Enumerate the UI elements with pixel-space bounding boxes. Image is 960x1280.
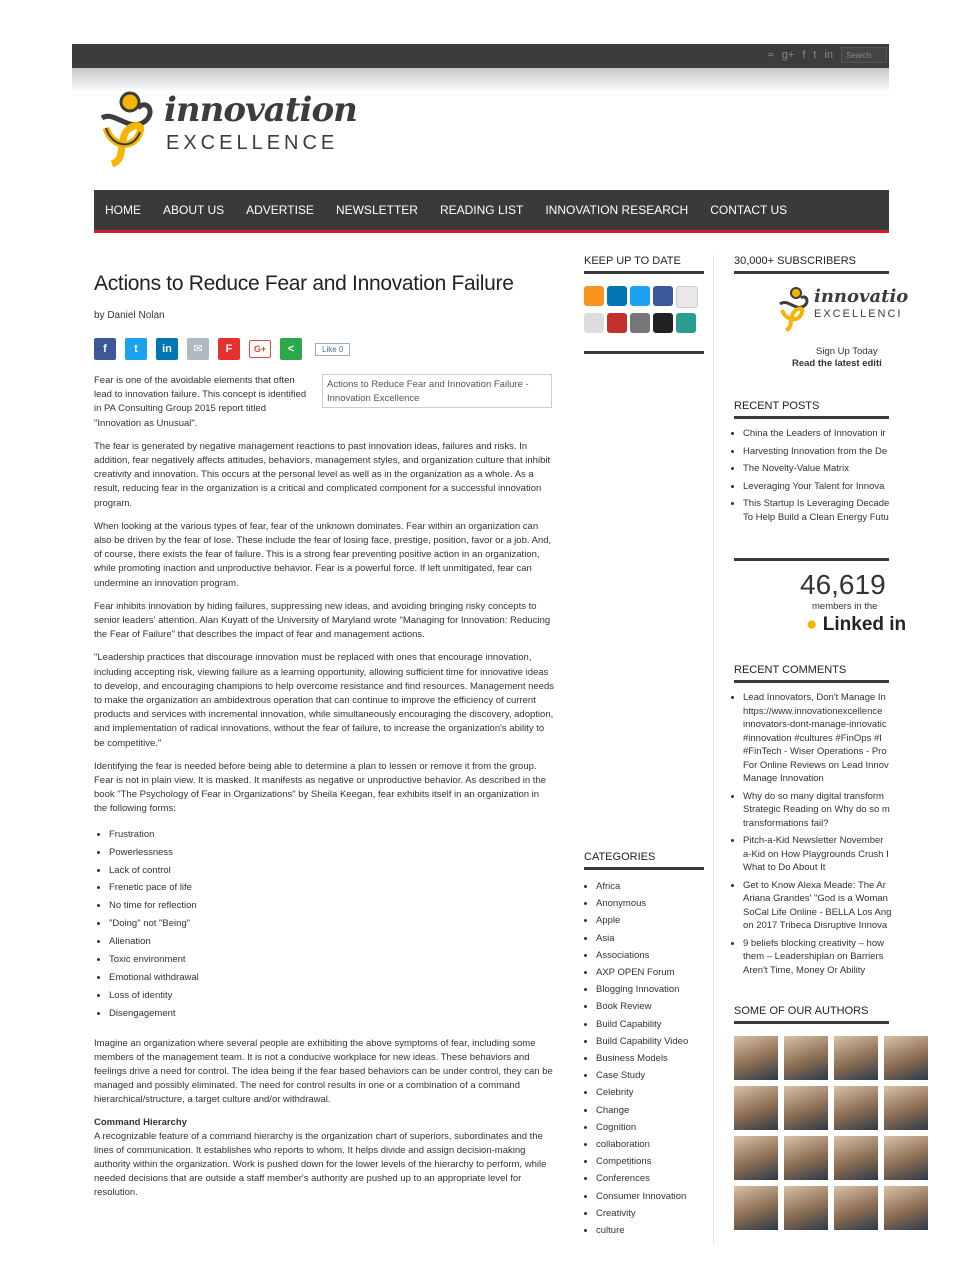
author-avatar[interactable] — [734, 1036, 778, 1080]
search-input[interactable]: Search — [841, 47, 887, 63]
paragraph-6: Identifying the fear is needed before being able to determine a plan to lessen or remove it from the group. Fear is not in plain view. It is masked. It manifests as negative or unproductive behavior. As described in the book "The Psychology of Fear in Organizations" by Sheila Keegan, fear exhibits itself in an organization in the following forms: — [94, 760, 547, 815]
promo-logo-subtext: EXCELLENCI — [814, 308, 903, 320]
command-hierarchy-heading: Command Hierarchy — [94, 1116, 187, 1128]
nav-home[interactable]: HOME — [105, 203, 141, 217]
google-plus-icon[interactable]: g+ — [781, 49, 795, 61]
recent-comments-title: RECENT COMMENTS — [734, 664, 889, 683]
categories-widget — [584, 851, 704, 1239]
category-link[interactable]: • Business Models — [596, 1050, 704, 1067]
category-link[interactable]: • Associations — [596, 947, 704, 964]
linkedin-member-count: 46,619 — [800, 569, 886, 600]
author-avatar[interactable] — [884, 1036, 928, 1080]
twitter-icon[interactable] — [630, 286, 650, 306]
symptom-list — [94, 826, 554, 1023]
paragraph-4: Fear inhibits innovation by hiding failures, suppressing new ideas, and avoiding bringing risky concepts to senior leaders' attention. Alan Kuyatt of the University of Maryland wrote "Managing for Innovation: Reducing the Fear of Failure" that describes the impact of fear and management actions. — [94, 600, 551, 641]
logo-text-excellence: EXCELLENCE — [166, 132, 339, 154]
subscribers-title: 30,000+ SUBSCRIBERS — [734, 255, 889, 274]
sidebar-divider — [713, 255, 714, 1245]
nav-newsletter[interactable]: NEWSLETTER — [335, 203, 418, 217]
email-icon[interactable] — [584, 313, 604, 333]
list-item: • Alienation — [109, 933, 554, 951]
author-avatar[interactable] — [834, 1136, 878, 1180]
category-link[interactable]: • Africa — [596, 878, 704, 895]
slideshare-icon[interactable] — [676, 286, 698, 308]
members-label: members in the — [812, 601, 878, 612]
authors-title: SOME OF OUR AUTHORS — [734, 1005, 889, 1024]
main-nav — [94, 190, 889, 233]
rss-icon[interactable]: ≈ — [767, 49, 774, 61]
category-link[interactable]: • collaboration — [596, 1136, 704, 1153]
list-item: • No time for reflection — [109, 897, 554, 915]
author-avatar[interactable] — [884, 1186, 928, 1230]
share-google-plus-icon[interactable]: G+ — [249, 340, 271, 358]
recent-post-link[interactable]: • This Startup Is Leveraging Decade To Help Build a Clean Energy Futu — [743, 497, 889, 524]
author-grid — [734, 1036, 889, 1230]
right-sidebar — [734, 255, 909, 1230]
author-avatar[interactable] — [784, 1186, 828, 1230]
facebook-icon[interactable] — [653, 286, 673, 306]
category-link[interactable]: • culture — [596, 1222, 704, 1239]
nav-reading-list[interactable]: READING LIST — [439, 203, 524, 217]
author-avatar[interactable] — [734, 1086, 778, 1130]
recent-post-link[interactable]: • Harvesting Innovation from the De — [743, 445, 889, 459]
read-latest-link[interactable]: Read the latest editi — [792, 358, 882, 369]
author-avatar[interactable] — [834, 1036, 878, 1080]
nav-innovation-research[interactable]: INNOVATION RESEARCH — [545, 203, 689, 217]
like-button[interactable]: Like 0 — [315, 343, 350, 356]
promo-logo-text: innovatio — [814, 286, 909, 307]
paragraph-2: The fear is generated by negative management reactions to past innovation ideas, failures and risks. In addition, fear negatively affects attitudes, behaviors, management styles, and organization culture that inhibit creativity and innovation. This occurs at the personal level as well as in the organization as a whole. As a result, reducing fear in the organization is a critical and complicated component for a successful innovation program. — [94, 440, 551, 509]
share-bar — [94, 338, 554, 360]
divider — [734, 558, 889, 561]
amazon-icon[interactable] — [653, 313, 673, 333]
comment-item[interactable]: • 9 beliefs blocking creativity – how them – Leadershiplan on Barriers Aren't Time, Money Or Ability — [743, 937, 889, 978]
recent-posts-list — [734, 427, 889, 524]
nav-contact-us[interactable]: CONTACT US — [710, 203, 788, 217]
share-facebook-icon[interactable]: f — [94, 338, 116, 360]
comment-item[interactable]: • Lead Innovators, Don't Manage In https://www.innovationexcellence innovators-dont-manage-innovatic #innovation #cultures #FinOps #I #FinTech - Wiser Operations - Pro For Online Reviews on Lead Innov Manage Innovation — [743, 691, 889, 786]
paragraph-8: A recognizable feature of a command hierarchy is the organization chart of superiors, subordinates and the lines of communication. It establishes who reports to whom. It helps divide and assign decision-making authority within the organization. Work is pushed down for the lower levels of the hierarchy to perform, while needed decisions that are outside a staff member's authority are pushed up to an appropriate level for resolution. — [94, 1130, 547, 1199]
list-item: • Emotional withdrawal — [109, 969, 554, 987]
recent-post-link[interactable]: • The Novelty-Value Matrix — [743, 462, 889, 476]
nav-about-us[interactable]: ABOUT US — [163, 203, 225, 217]
category-link[interactable]: • Conferences — [596, 1170, 704, 1187]
intro-paragraph: Fear is one of the avoidable elements that often lead to innovation failure. This concept is identified in PA Consulting Group 2015 report titled "Innovation as Unusual". — [94, 375, 307, 429]
share-linkedin-icon[interactable]: in — [156, 338, 178, 360]
recent-post-link[interactable]: • Leveraging Your Talent for Innova — [743, 480, 889, 494]
comment-item[interactable]: • Why do so many digital transform Strategic Reading on Why do so m transformations fail? — [743, 790, 889, 831]
newsletter-promo[interactable] — [734, 274, 909, 369]
category-link[interactable]: • Asia — [596, 930, 704, 947]
itunes-icon[interactable] — [630, 313, 650, 333]
paragraph-3: When looking at the various types of fear, fear of the unknown dominates. Fear within an organization can also be driven by the fear of lose. These include the fear of losing face, prestige, position, favor or a job. And, of course, there exists the fear of failure. This is a strong fear preventing positive action in an organization, while promoting inaction and unproductive behavior. Fear is a powerful force. If left unmitigated, fear can undermine an innovation program. — [94, 520, 552, 589]
middle-sidebar — [584, 255, 704, 1237]
stumbleupon-icon[interactable] — [676, 313, 696, 333]
youtube-icon[interactable] — [607, 313, 627, 333]
article-image: Actions to Reduce Fear and Innovation Failure - Innovation Excellence — [322, 374, 552, 408]
share-more-icon[interactable]: < — [280, 338, 302, 360]
share-twitter-icon[interactable]: t — [125, 338, 147, 360]
list-item: • Frenetic pace of life — [109, 879, 554, 897]
list-item: • Frustration — [109, 826, 554, 844]
keep-up-to-date-title: KEEP UP TO DATE — [584, 255, 704, 274]
category-link[interactable]: • Change — [596, 1102, 704, 1119]
comment-item[interactable]: • Pitch-a-Kid Newsletter November a-Kid on How Playgrounds Crush I What to Do About It — [743, 834, 889, 875]
category-link[interactable]: • Anonymous — [596, 895, 704, 912]
social-follow-grid — [584, 286, 704, 333]
author-avatar[interactable] — [884, 1086, 928, 1130]
author-avatar[interactable] — [784, 1036, 828, 1080]
twitter-icon[interactable]: t — [813, 49, 817, 61]
list-item: • Loss of identity — [109, 987, 554, 1005]
recent-comments-list — [734, 691, 892, 977]
author-avatar[interactable] — [834, 1086, 878, 1130]
paragraph-7: Imagine an organization where several people are exhibiting the above symptoms of fear, including some members of the management team. It is not a conducive workplace for new ideas. These behaviors and feelings drive a need for control. The idea being if the fear based behaviors can be under control, they can be managed and possibly eliminated. The need for control results in one or a combination of a command hierarchical/structure, a target culture and/or withdrawal. — [94, 1037, 553, 1106]
category-link[interactable]: • Cognition — [596, 1119, 704, 1136]
article — [94, 270, 554, 1210]
categories-title: CATEGORIES — [584, 851, 704, 870]
category-link[interactable]: • AXP OPEN Forum — [596, 964, 704, 981]
author-avatar[interactable] — [784, 1136, 828, 1180]
linkedin-icon[interactable] — [607, 286, 627, 306]
author-avatar[interactable] — [784, 1086, 828, 1130]
category-link[interactable]: • Creativity — [596, 1205, 704, 1222]
linkedin-icon[interactable]: in — [824, 49, 833, 61]
category-link[interactable]: • Apple — [596, 912, 704, 929]
paragraph-5: "Leadership practices that discourage innovation must be replaced with ones that encourage innovation, including accepting risk, viewing failure as a learning opportunity, allowing sufficient time for innovative ideas to develop, and encouraging champions to help overcome resistance and find resources. Management needs to make the organization an ambidextrous operation that can continue to improve the efficiency of current products and services with incremental innovation, while simultaneously encouraging the discovery, adoption, and implementation of radical innovations, without the fear of failure, to increase the organization's ability to be competitive." — [94, 652, 554, 749]
author-avatar[interactable] — [734, 1136, 778, 1180]
facebook-icon[interactable]: f — [802, 49, 806, 61]
page-title: Actions to Reduce Fear and Innovation Failure — [94, 272, 514, 295]
recent-posts-title: RECENT POSTS — [734, 400, 889, 419]
category-link[interactable]: • Consumer Innovation — [596, 1188, 704, 1205]
category-link[interactable]: • Book Review — [596, 998, 704, 1015]
category-link[interactable]: • Build Capability — [596, 1016, 704, 1033]
list-item: • Powerlessness — [109, 844, 554, 862]
category-link[interactable]: • Competitions — [596, 1153, 704, 1170]
top-bar — [72, 44, 889, 68]
logo-text-innovation: innovation — [164, 90, 357, 130]
share-email-icon[interactable]: ✉ — [187, 338, 209, 360]
category-link[interactable]: • Celebrity — [596, 1084, 704, 1101]
list-item: • Toxic environment — [109, 951, 554, 969]
signup-text: Sign Up Today — [816, 346, 878, 357]
list-item: • Lack of control — [109, 862, 554, 880]
author-avatar[interactable] — [884, 1136, 928, 1180]
list-item: • Disengagement — [109, 1005, 554, 1023]
category-link[interactable]: • Case Study — [596, 1067, 704, 1084]
author-avatar[interactable] — [834, 1186, 878, 1230]
logo-figure-icon — [776, 286, 816, 330]
linkedin-logo[interactable]: ● Linked in — [806, 614, 907, 635]
nav-advertise[interactable]: ADVERTISE — [246, 203, 314, 217]
list-item: • "Doing" not "Being" — [109, 915, 554, 933]
byline[interactable]: by Daniel Nolan — [94, 310, 165, 321]
rss-icon[interactable] — [584, 286, 604, 306]
author-avatar[interactable] — [734, 1186, 778, 1230]
category-link[interactable]: • Blogging Innovation — [596, 981, 704, 998]
category-link[interactable]: • Build Capability Video — [596, 1033, 704, 1050]
divider — [584, 351, 704, 354]
logo-figure-icon — [94, 88, 164, 168]
page — [72, 44, 909, 1244]
comment-item[interactable]: • Get to Know Alexa Meade: The Ar Ariana Grandes' "God is a Woman SoCal Life Online - BELLA Los Ang on 2017 Tribeca Disruptive Innova — [743, 879, 889, 933]
site-logo[interactable] — [94, 88, 357, 168]
recent-post-link[interactable]: • China the Leaders of Innovation ir — [743, 427, 889, 441]
share-flipboard-icon[interactable]: F — [218, 338, 240, 360]
